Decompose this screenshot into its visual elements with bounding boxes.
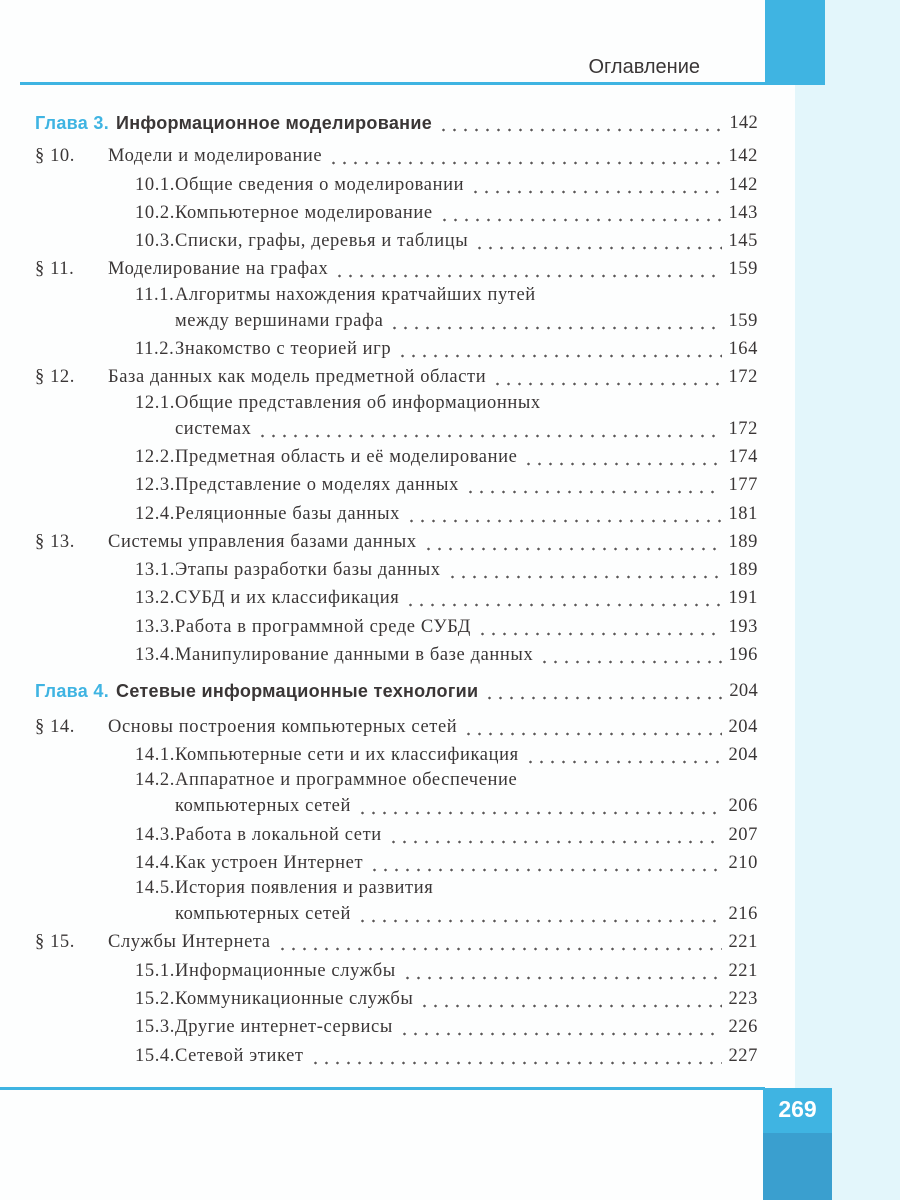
subsection-title: Представление о моделях данных [175, 475, 459, 496]
toc-chapter[interactable] [35, 677, 758, 705]
page-ref: 159 [728, 259, 758, 280]
toc-section[interactable] [35, 142, 758, 170]
subsection-number: 13.2. [135, 588, 175, 609]
leader-dots [369, 849, 722, 877]
section-title: Основы построения компьютерных сетей [108, 716, 458, 737]
toc-subsection[interactable] [35, 877, 758, 928]
subsection-number: 15.4. [135, 1045, 175, 1066]
toc-subsection[interactable] [35, 284, 758, 335]
page-edge-strip [795, 0, 900, 1200]
leader-dots [397, 335, 722, 363]
toc-subsection[interactable] [35, 741, 758, 769]
page-ref: 181 [728, 503, 758, 524]
page-ref: 143 [728, 202, 758, 223]
subsection-number: 10.1. [135, 174, 175, 195]
toc-chapter[interactable] [35, 109, 758, 137]
toc-subsection[interactable] [35, 500, 758, 528]
subsection-number: 13.3. [135, 616, 175, 637]
subsection-title: Информационные службы [175, 960, 396, 981]
running-header: Оглавление [588, 56, 700, 78]
page-ref: 227 [728, 1045, 758, 1066]
page-ref: 172 [728, 418, 758, 439]
subsection-title: Компьютерное моделирование [175, 202, 433, 223]
section-number: § 13. [35, 531, 75, 552]
leader-dots [484, 677, 723, 705]
page-ref: 196 [728, 645, 758, 666]
subsection-second-line [35, 307, 758, 335]
page-ref: 189 [728, 560, 758, 581]
leader-dots [334, 255, 722, 283]
subsection-number: 15.2. [135, 989, 175, 1010]
toc-subsection[interactable] [35, 613, 758, 641]
subsection-number: 12.1. [135, 392, 175, 413]
page-ref: 142 [729, 113, 758, 133]
subsection-title: Общие сведения о моделировании [175, 174, 465, 195]
section-title: Модели и моделирование [108, 146, 323, 167]
toc-subsection[interactable] [35, 821, 758, 849]
subsection-title-line1: История появления и развития [175, 878, 434, 899]
toc-subsection[interactable] [35, 171, 758, 199]
section-title: База данных как модель предметной области [108, 367, 487, 388]
toc-subsection[interactable] [35, 556, 758, 584]
subsection-number: 12.3. [135, 475, 175, 496]
subsection-title: Сетевой этикет [175, 1045, 304, 1066]
subsection-title: Этапы разработки базы данных [175, 560, 441, 581]
subsection-title: Реляционные базы данных [175, 503, 401, 524]
subsection-title-line1: Аппаратное и программное обеспечение [175, 770, 518, 791]
subsection-title: Знакомство с теорией игр [175, 339, 392, 360]
leader-dots [257, 415, 722, 443]
page-ref: 177 [728, 475, 758, 496]
chapter-name: Информационное моделирование [116, 113, 433, 133]
page-number: 269 [778, 1096, 817, 1122]
section-number: § 12. [35, 367, 75, 388]
section-title: Системы управления базами данных [108, 531, 417, 552]
leader-dots [463, 713, 722, 741]
subsection-title: системах [175, 418, 252, 439]
section-number: § 10. [35, 146, 75, 167]
subsection-title: Работа в локальной сети [175, 824, 382, 845]
leader-dots [406, 500, 722, 528]
page-ref: 210 [728, 852, 758, 873]
toc-subsection[interactable] [35, 443, 758, 471]
section-number: § 11. [35, 259, 75, 280]
page-ref: 142 [728, 174, 758, 195]
leader-dots [328, 142, 722, 170]
subsection-number: 14.4. [135, 852, 175, 873]
page-ref: 193 [728, 616, 758, 637]
toc-subsection[interactable] [35, 985, 758, 1013]
toc-section[interactable] [35, 363, 758, 391]
leader-dots [439, 199, 723, 227]
section-number: § 14. [35, 716, 75, 737]
leader-dots [423, 528, 723, 556]
page-ref: 172 [728, 367, 758, 388]
leader-dots [357, 792, 722, 820]
leader-dots [492, 363, 722, 391]
leader-dots [438, 109, 723, 137]
page-ref: 204 [728, 716, 758, 737]
leader-dots [470, 171, 722, 199]
leader-dots [474, 227, 722, 255]
leader-dots [399, 1013, 723, 1041]
leader-dots [277, 928, 723, 956]
subsection-title: компьютерных сетей [175, 904, 351, 925]
subsection-number: 14.1. [135, 744, 175, 765]
leader-dots [465, 471, 723, 499]
footer-divider [0, 1087, 765, 1090]
toc-subsection[interactable] [35, 849, 758, 877]
toc-section[interactable] [35, 928, 758, 956]
toc-subsection[interactable] [35, 199, 758, 227]
subsection-title-line1: Общие представления об информационных [175, 392, 541, 413]
leader-dots [523, 443, 722, 471]
toc-subsection[interactable] [35, 227, 758, 255]
chapter-title [35, 109, 432, 137]
subsection-title: Как устроен Интернет [175, 852, 364, 873]
leader-dots [357, 900, 722, 928]
page-ref: 206 [728, 796, 758, 817]
page-ref: 216 [728, 904, 758, 925]
toc-subsection[interactable] [35, 335, 758, 363]
page-ref: 145 [728, 231, 758, 252]
subsection-first-line [35, 769, 758, 792]
page-ref: 221 [728, 960, 758, 981]
subsection-first-line [35, 877, 758, 900]
toc-subsection[interactable] [35, 957, 758, 985]
chapter-label: Глава 4. [35, 681, 110, 702]
subsection-title: Другие интернет-сервисы [175, 1017, 393, 1038]
toc-subsection[interactable] [35, 471, 758, 499]
subsection-first-line [35, 392, 758, 415]
subsection-number: 15.3. [135, 1017, 175, 1038]
page-ref: 207 [728, 824, 758, 845]
page-ref: 189 [728, 531, 758, 552]
leader-dots [405, 584, 722, 612]
page-ref: 226 [728, 1017, 758, 1038]
page-ref: 223 [728, 989, 758, 1010]
header-divider [20, 82, 825, 85]
subsection-number: 10.3. [135, 231, 175, 252]
page-ref: 221 [728, 932, 758, 953]
leader-dots [388, 821, 723, 849]
subsection-number: 11.2. [135, 339, 175, 360]
toc-subsection[interactable] [35, 1042, 758, 1070]
subsection-title: компьютерных сетей [175, 796, 351, 817]
page-ref: 204 [729, 681, 758, 702]
subsection-number: 14.5. [135, 878, 175, 899]
page-ref: 204 [728, 744, 758, 765]
toc-section[interactable] [35, 255, 758, 283]
subsection-number: 12.4. [135, 503, 175, 524]
page-ref: 174 [728, 446, 758, 467]
page-ref: 142 [728, 146, 758, 167]
subsection-first-line [35, 284, 758, 307]
leader-dots [389, 307, 722, 335]
subsection-title: Коммуникационные службы [175, 989, 414, 1010]
subsection-title: между вершинами графа [175, 310, 384, 331]
toc-subsection[interactable] [35, 1013, 758, 1041]
subsection-number: 12.2. [135, 446, 175, 467]
toc-subsection[interactable] [35, 584, 758, 612]
subsection-second-line [35, 415, 758, 443]
leader-dots [477, 613, 722, 641]
subsection-title: Компьютерные сети и их классификация [175, 744, 519, 765]
subsection-title: Предметная область и её моделирование [175, 446, 518, 467]
page-ref: 164 [728, 339, 758, 360]
subsection-number: 15.1. [135, 960, 175, 981]
section-title: Моделирование на графах [108, 259, 329, 280]
section-tab-marker [765, 0, 825, 82]
chapter-name: Сетевые информационные технологии [116, 681, 479, 702]
subsection-number: 14.2. [135, 770, 175, 791]
table-of-contents [35, 109, 758, 1070]
leader-dots [447, 556, 723, 584]
toc-subsection[interactable] [35, 641, 758, 669]
leader-dots [539, 641, 722, 669]
subsection-number: 13.1. [135, 560, 175, 581]
subsection-title-line1: Алгоритмы нахождения кратчайших путей [175, 284, 536, 305]
subsection-second-line [35, 792, 758, 820]
subsection-title: Списки, графы, деревья и таблицы [175, 231, 469, 252]
page-ref: 191 [728, 588, 758, 609]
toc-subsection[interactable] [35, 769, 758, 820]
chapter-label: Глава 3. [35, 113, 110, 133]
page-ref: 159 [728, 310, 758, 331]
subsection-number: 13.4. [135, 645, 175, 666]
leader-dots [310, 1042, 723, 1070]
subsection-number: 10.2. [135, 202, 175, 223]
toc-section[interactable] [35, 528, 758, 556]
leader-dots [419, 985, 722, 1013]
subsection-number: 14.3. [135, 824, 175, 845]
subsection-title: СУБД и их классификация [175, 588, 400, 609]
subsection-title: Манипулирование данными в базе данных [175, 645, 534, 666]
section-title: Службы Интернета [108, 932, 271, 953]
subsection-number: 11.1. [135, 284, 175, 305]
leader-dots [525, 741, 723, 769]
toc-section[interactable] [35, 713, 758, 741]
chapter-title [35, 677, 478, 705]
subsection-second-line [35, 900, 758, 928]
toc-subsection[interactable] [35, 392, 758, 443]
subsection-title: Работа в программной среде СУБД [175, 616, 471, 637]
section-number: § 15. [35, 932, 75, 953]
leader-dots [402, 957, 723, 985]
